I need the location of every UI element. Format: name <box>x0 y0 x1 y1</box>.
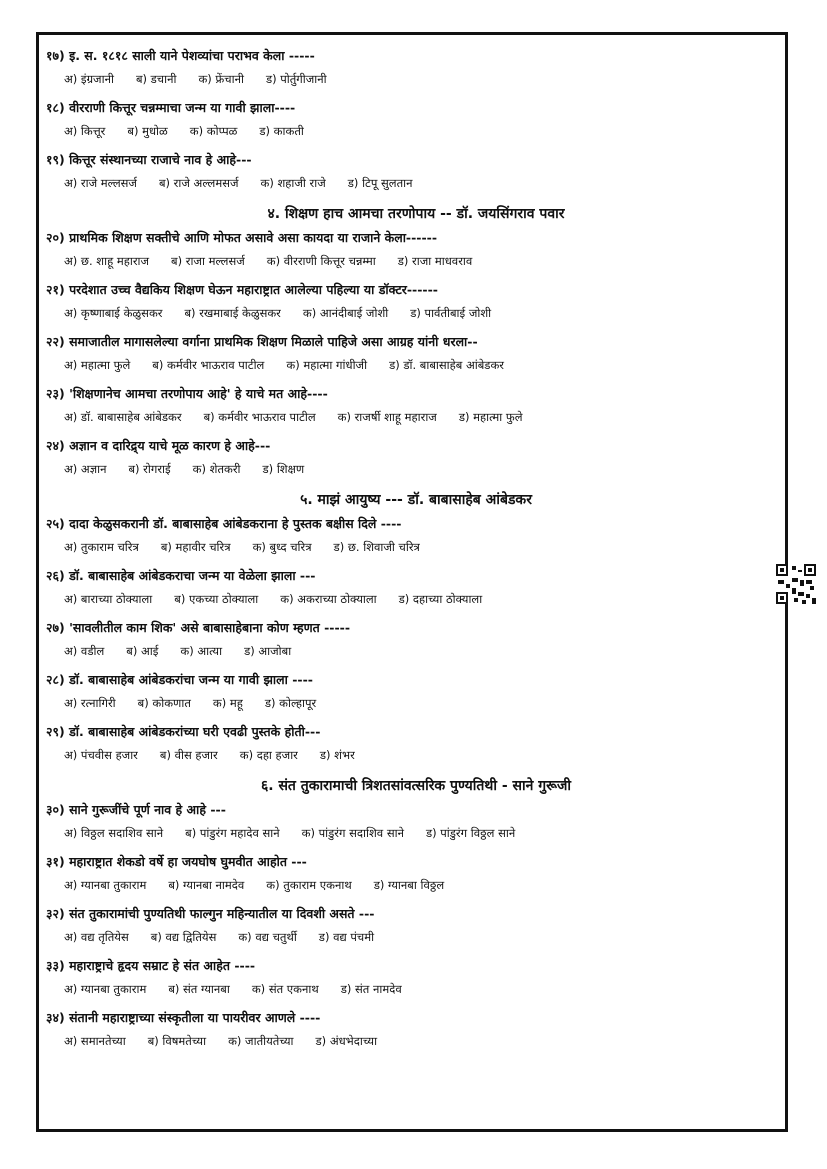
option: ब) संत ग्यानबा <box>168 982 230 996</box>
question-text: २५) दादा केळुसकरानी डॉ. बाबासाहेब आंबेडकराना हे पुस्तक बक्षीस दिले ---- <box>46 516 402 531</box>
option: अ) रत्नागिरी <box>64 696 116 710</box>
question-text: ३१) महाराष्ट्रात शेकडो वर्षे हा जयघोष घुमवीत आहोत --- <box>46 854 307 869</box>
option: ब) कर्मवीर भाऊराव पाटील <box>203 410 316 424</box>
option: ब) एकच्या ठोक्याला <box>174 592 259 606</box>
options-row <box>46 820 786 852</box>
question-list <box>46 46 786 1060</box>
option: ब) रखमाबाई केळुसकर <box>184 306 281 320</box>
option: ब) वीस हजार <box>159 748 218 762</box>
option: अ) वडील <box>64 644 105 658</box>
option: क) संत एकनाथ <box>251 982 319 996</box>
options-row <box>46 248 786 280</box>
option: ड) संत नामदेव <box>340 982 402 996</box>
option: ब) डचानी <box>135 72 177 86</box>
option: अ) डॉ. बाबासाहेब आंबेडकर <box>64 410 182 424</box>
options-row <box>46 534 786 566</box>
question-text: २७) 'सावलीतील काम शिक' असे बाबासाहेबाना कोण म्हणत ----- <box>46 620 351 635</box>
option: ड) पोर्तुगीजानी <box>265 72 327 86</box>
option: ड) ग्यानबा विठ्ठल <box>373 878 445 892</box>
option: अ) इंग्रजानी <box>64 72 114 86</box>
options-row <box>46 118 786 150</box>
option: ड) टिपू सुलतान <box>347 176 413 190</box>
option: ब) रोगराई <box>128 462 171 476</box>
option: अ) ग्यानबा तुकाराम <box>64 982 147 996</box>
option: ब) कर्मवीर भाऊराव पाटील <box>152 358 265 372</box>
option: क) दहा हजार <box>239 748 298 762</box>
option: अ) ग्यानबा तुकाराम <box>64 878 147 892</box>
options-row <box>46 352 786 384</box>
option: अ) विठ्ठल सदाशिव साने <box>64 826 164 840</box>
option: अ) समानतेच्या <box>64 1034 126 1048</box>
question-text: २९) डॉ. बाबासाहेब आंबेडकरांच्या घरी एवढी पुस्तके होती--- <box>46 724 321 739</box>
options-row <box>46 66 786 98</box>
question-text: ३०) साने गुरूजींचे पूर्ण नाव हे आहे --- <box>46 802 226 817</box>
option: क) वद्य चतुर्थी <box>238 930 297 944</box>
options-row <box>46 456 786 488</box>
option: क) आत्या <box>180 644 223 658</box>
option: ब) पांडुरंग महादेव साने <box>185 826 280 840</box>
options-row <box>46 976 786 1008</box>
question-text: १८) वीरराणी कित्तूर चन्नम्माचा जन्म या गावी झाला---- <box>46 100 296 115</box>
options-row <box>46 404 786 436</box>
option: अ) कित्तूर <box>64 124 106 138</box>
option: ड) छ. शिवाजी चरित्र <box>333 540 420 554</box>
option: ब) वद्य द्वितियेस <box>150 930 217 944</box>
section-heading: ४. शिक्षण हाच आमचा तरणोपाय -- डॉ. जयसिंगराव पवार <box>267 206 565 222</box>
option: क) पांडुरंग सदाशिव साने <box>301 826 404 840</box>
option: ड) अंधभेदाच्या <box>315 1034 378 1048</box>
options-row <box>46 872 786 904</box>
question-text: २२) समाजातील मागासलेल्या वर्गाना प्राथमिक शिक्षण मिळाले पाहिजे असा आग्रह यांनी धरला-- <box>46 334 478 349</box>
option: ड) शिक्षण <box>262 462 305 476</box>
question-text: २४) अज्ञान व दारिद्र्य याचे मूळ कारण हे आहे--- <box>46 438 271 453</box>
option: क) अकराच्या ठोक्याला <box>280 592 377 606</box>
question-text: १७) इ. स. १८१८ साली याने पेशव्यांचा पराभव केला ----- <box>46 48 315 63</box>
options-row <box>46 170 786 202</box>
option: क) शेतकरी <box>192 462 241 476</box>
question-text: २०) प्राथमिक शिक्षण सक्तीचे आणि मोफत असावे असा कायदा या राजाने केला------ <box>46 230 438 245</box>
option: ब) ग्यानबा नामदेव <box>168 878 245 892</box>
option: ड) काकती <box>259 124 304 138</box>
option: ड) पांडुरंग विठ्ठल साने <box>425 826 516 840</box>
options-row <box>46 638 786 670</box>
option: अ) बाराच्या ठोक्याला <box>64 592 153 606</box>
question-text: ३३) महाराष्ट्राचे हृदय सम्राट हे संत आहेत ---- <box>46 958 256 973</box>
qr-code-icon <box>776 564 816 604</box>
option: क) फ्रेंचानी <box>198 72 244 86</box>
option: क) वीरराणी कित्तूर चन्नम्मा <box>266 254 376 268</box>
option: क) महात्मा गांधीजी <box>286 358 368 372</box>
options-row <box>46 742 786 774</box>
question-text: २३) 'शिक्षणानेच आमचा तरणोपाय आहे' हे याचे मत आहे---- <box>46 386 328 401</box>
option: ड) वद्य पंचमी <box>318 930 375 944</box>
option: क) बुध्द चरित्र <box>252 540 312 554</box>
option: ब) मुधोळ <box>127 124 168 138</box>
option: ब) महावीर चरित्र <box>160 540 231 554</box>
option: ड) दहाच्या ठोक्याला <box>398 592 483 606</box>
option: ड) आजोबा <box>244 644 292 658</box>
option: क) शहाजी राजे <box>260 176 326 190</box>
section-heading: ५. माझं आयुष्य --- डॉ. बाबासाहेब आंबेडकर <box>300 492 532 508</box>
option: ड) डॉ. बाबासाहेब आंबेडकर <box>389 358 504 372</box>
option: अ) पंचवीस हजार <box>64 748 138 762</box>
option: ड) शंभर <box>319 748 355 762</box>
question-text: ३२) संत तुकारामांची पुण्यतिथी फाल्गुन महिन्यातील या दिवशी असते --- <box>46 906 375 921</box>
option: ब) आई <box>126 644 159 658</box>
option: क) जातीयतेच्या <box>228 1034 294 1048</box>
section-heading: ६. संत तुकारामाची त्रिशतसांवत्सरिक पुण्यतिथी - साने गुरूजी <box>260 778 572 794</box>
option: ड) महात्मा फुले <box>458 410 523 424</box>
option: ड) राजा माधवराव <box>397 254 473 268</box>
option: क) तुकाराम एकनाथ <box>266 878 352 892</box>
options-row <box>46 690 786 722</box>
question-text: २१) परदेशात उच्च वैद्यकिय शिक्षण घेऊन महाराष्ट्रात आलेल्या पहिल्या या डॉक्टर------ <box>46 282 438 297</box>
question-text: १९) कित्तूर संस्थानच्या राजाचे नाव हे आहे--- <box>46 152 252 167</box>
option: क) महू <box>212 696 243 710</box>
option: ब) राजे अल्लमसर्ज <box>158 176 239 190</box>
option: अ) महात्मा फुले <box>64 358 131 372</box>
option: ड) पार्वतीबाई जोशी <box>410 306 492 320</box>
option: अ) छ. शाहू महाराज <box>64 254 150 268</box>
option: अ) राजे मल्लसर्ज <box>64 176 137 190</box>
option: क) राजर्षी शाहू महाराज <box>337 410 437 424</box>
options-row <box>46 300 786 332</box>
option: ब) कोकणात <box>137 696 191 710</box>
question-text: ३४) संतानी महाराष्ट्राच्या संस्कृतीला या पायरीवर आणले ---- <box>46 1010 321 1025</box>
question-text: २६) डॉ. बाबासाहेब आंबेडकराचा जन्म या वेळेला झाला --- <box>46 568 316 583</box>
options-row <box>46 586 786 618</box>
option: क) आनंदीबाई जोशी <box>302 306 389 320</box>
option: अ) तुकाराम चरित्र <box>64 540 139 554</box>
options-row <box>46 1028 786 1060</box>
option: अ) कृष्णाबाई केळुसकर <box>64 306 163 320</box>
option: ब) राजा मल्लसर्ज <box>171 254 245 268</box>
option: अ) वद्य तृतियेस <box>64 930 129 944</box>
option: क) कोप्पळ <box>189 124 238 138</box>
option: ब) विषमतेच्या <box>147 1034 207 1048</box>
option: अ) अज्ञान <box>64 462 107 476</box>
options-row <box>46 924 786 956</box>
question-text: २८) डॉ. बाबासाहेब आंबेडकरांचा जन्म या गावी झाला ---- <box>46 672 313 687</box>
option: ड) कोल्हापूर <box>264 696 317 710</box>
